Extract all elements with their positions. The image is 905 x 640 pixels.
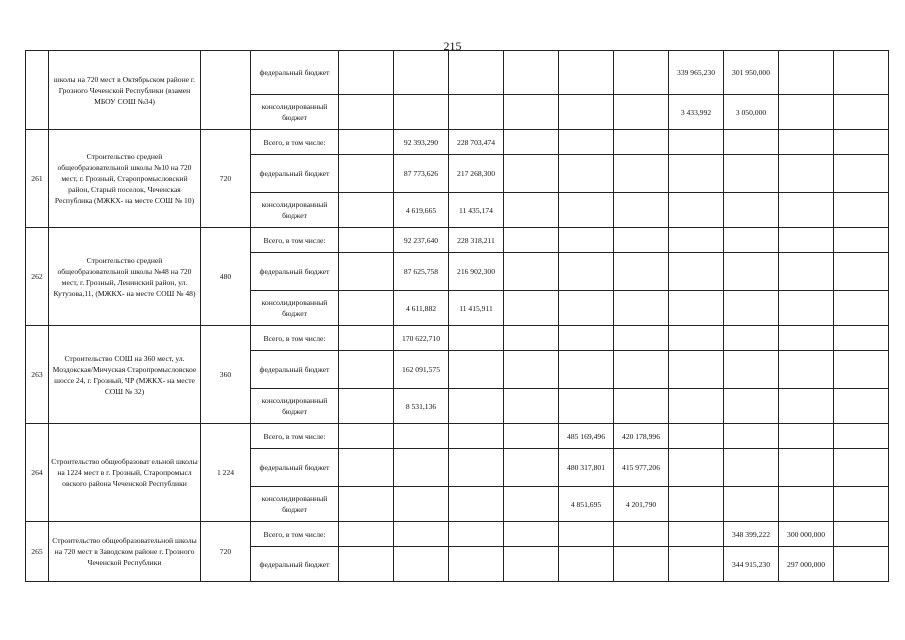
row-number: 262 [26, 228, 49, 326]
amount-cell [724, 193, 779, 228]
amount-cell [449, 547, 504, 582]
amount-cell [559, 522, 614, 547]
amount-cell [559, 193, 614, 228]
amount-cell [669, 228, 724, 253]
funding-source: федеральный бюджет [251, 253, 339, 291]
amount-cell [449, 522, 504, 547]
amount-cell [559, 51, 614, 95]
amount-cell [669, 389, 724, 424]
funding-source: Всего, в том числе: [251, 326, 339, 351]
amount-cell: 4 201,790 [614, 487, 669, 522]
amount-cell [504, 193, 559, 228]
amount-cell [394, 487, 449, 522]
amount-cell [724, 487, 779, 522]
amount-cell [614, 253, 669, 291]
amount-cell [669, 155, 724, 193]
amount-cell [394, 547, 449, 582]
amount-cell: 228 703,474 [449, 130, 504, 155]
amount-cell [779, 487, 834, 522]
amount-cell [504, 326, 559, 351]
amount-cell [504, 424, 559, 449]
amount-cell: 92 393,290 [394, 130, 449, 155]
amount-cell [724, 253, 779, 291]
funding-source: консолидированный бюджет [251, 193, 339, 228]
object-name: Строительство средней общеобразовательной школы №48 на 720 мест, г. Грозный, Ленинский район, ул. Кутузова,11, (МЖКХ- на месте СОШ № 48) [49, 228, 201, 326]
row-number: 263 [26, 326, 49, 424]
amount-cell [339, 130, 394, 155]
amount-cell [779, 291, 834, 326]
funding-source: консолидированный бюджет [251, 389, 339, 424]
amount-cell [614, 351, 669, 389]
row-number: 264 [26, 424, 49, 522]
row-number [26, 51, 49, 130]
amount-cell [669, 449, 724, 487]
amount-cell: 228 318,211 [449, 228, 504, 253]
amount-cell [614, 326, 669, 351]
funding-source: консолидированный бюджет [251, 291, 339, 326]
capacity: 360 [201, 326, 251, 424]
funding-source: консолидированный бюджет [251, 487, 339, 522]
amount-cell: 216 902,300 [449, 253, 504, 291]
amount-cell [504, 291, 559, 326]
amount-cell: 92 237,640 [394, 228, 449, 253]
amount-cell [339, 193, 394, 228]
amount-cell [614, 193, 669, 228]
amount-cell: 300 000,000 [779, 522, 834, 547]
amount-cell [449, 487, 504, 522]
amount-cell: 301 950,000 [724, 51, 779, 95]
amount-cell [339, 291, 394, 326]
amount-cell [669, 522, 724, 547]
amount-cell [669, 547, 724, 582]
object-name: Строительство СОШ на 360 мест, ул. Моздокская/Мичуская Старопромысловское шоссе 24, г. Грозный, ЧР (МЖКХ- на месте СОШ № 32) [49, 326, 201, 424]
amount-cell [834, 547, 889, 582]
funding-source: федеральный бюджет [251, 449, 339, 487]
amount-cell: 217 268,300 [449, 155, 504, 193]
amount-cell [504, 449, 559, 487]
amount-cell [614, 547, 669, 582]
amount-cell [559, 291, 614, 326]
amount-cell [724, 424, 779, 449]
amount-cell [394, 449, 449, 487]
amount-cell [449, 449, 504, 487]
amount-cell [449, 389, 504, 424]
funding-source: федеральный бюджет [251, 51, 339, 95]
amount-cell [724, 389, 779, 424]
amount-cell [559, 389, 614, 424]
amount-cell [834, 487, 889, 522]
amount-cell [339, 51, 394, 95]
capacity: 480 [201, 228, 251, 326]
amount-cell [449, 351, 504, 389]
amount-cell: 348 399,222 [724, 522, 779, 547]
amount-cell [559, 351, 614, 389]
funding-source: Всего, в том числе: [251, 130, 339, 155]
amount-cell: 11 415,911 [449, 291, 504, 326]
object-name: Строительство общеобразоват ельной школы на 1224 мест в г. Грозный, Старопромысл овского района Чеченской Республики [49, 424, 201, 522]
amount-cell [339, 487, 394, 522]
amount-cell [339, 351, 394, 389]
amount-cell [834, 424, 889, 449]
amount-cell [779, 130, 834, 155]
amount-cell: 485 169,496 [559, 424, 614, 449]
amount-cell [669, 424, 724, 449]
amount-cell: 4 851,695 [559, 487, 614, 522]
funding-source: федеральный бюджет [251, 547, 339, 582]
amount-cell [779, 389, 834, 424]
amount-cell [614, 130, 669, 155]
amount-cell [504, 155, 559, 193]
amount-cell [614, 95, 669, 130]
amount-cell [339, 95, 394, 130]
amount-cell [834, 253, 889, 291]
amount-cell [504, 389, 559, 424]
funding-source: федеральный бюджет [251, 351, 339, 389]
amount-cell [724, 326, 779, 351]
amount-cell [614, 291, 669, 326]
amount-cell [614, 228, 669, 253]
amount-cell [339, 228, 394, 253]
amount-cell [339, 389, 394, 424]
capacity [201, 51, 251, 130]
amount-cell [779, 155, 834, 193]
amount-cell [834, 351, 889, 389]
amount-cell [559, 155, 614, 193]
amount-cell [559, 95, 614, 130]
table-row [26, 51, 889, 95]
amount-cell [504, 130, 559, 155]
amount-cell [779, 424, 834, 449]
amount-cell [834, 389, 889, 424]
amount-cell [559, 326, 614, 351]
table-row [26, 522, 889, 547]
table-row [26, 326, 889, 351]
row-number: 265 [26, 522, 49, 582]
funding-source: консолидированный бюджет [251, 95, 339, 130]
amount-cell [779, 228, 834, 253]
amount-cell [339, 547, 394, 582]
amount-cell [394, 522, 449, 547]
amount-cell: 162 091,575 [394, 351, 449, 389]
amount-cell [834, 326, 889, 351]
capacity: 720 [201, 522, 251, 582]
amount-cell [834, 51, 889, 95]
amount-cell [559, 130, 614, 155]
amount-cell [504, 228, 559, 253]
funding-source: Всего, в том числе: [251, 424, 339, 449]
amount-cell [614, 155, 669, 193]
amount-cell [449, 326, 504, 351]
amount-cell [559, 547, 614, 582]
funding-source: федеральный бюджет [251, 155, 339, 193]
amount-cell [504, 51, 559, 95]
amount-cell [724, 155, 779, 193]
amount-cell: 415 977,206 [614, 449, 669, 487]
amount-cell [449, 424, 504, 449]
amount-cell [779, 449, 834, 487]
amount-cell: 297 000,000 [779, 547, 834, 582]
amount-cell [834, 522, 889, 547]
funding-source: Всего, в том числе: [251, 522, 339, 547]
amount-cell [559, 253, 614, 291]
amount-cell: 420 178,996 [614, 424, 669, 449]
amount-cell: 87 625,758 [394, 253, 449, 291]
page-number: 215 [443, 39, 462, 53]
amount-cell [669, 130, 724, 155]
amount-cell [339, 326, 394, 351]
amount-cell [779, 193, 834, 228]
amount-cell [559, 228, 614, 253]
amount-cell [669, 291, 724, 326]
object-name: школы на 720 мест в Октябрьском районе г. Грозного Чеченской Республики (взамен МБОУ СОШ №34) [49, 51, 201, 130]
amount-cell [834, 228, 889, 253]
amount-cell [504, 522, 559, 547]
amount-cell [724, 291, 779, 326]
table-row [26, 130, 889, 155]
amount-cell [449, 95, 504, 130]
amount-cell [504, 487, 559, 522]
amount-cell: 3 050,000 [724, 95, 779, 130]
amount-cell: 480 317,801 [559, 449, 614, 487]
table-row [26, 228, 889, 253]
amount-cell [724, 351, 779, 389]
object-name: Строительство средней общеобразовательной школы №10 на 720 мест, г. Грозный, Старопромысловский район, Старый поселок, Чеченская Республика (МЖКХ- на месте СОШ № 10) [49, 130, 201, 228]
amount-cell: 170 622,710 [394, 326, 449, 351]
amount-cell: 8 531,136 [394, 389, 449, 424]
amount-cell [504, 253, 559, 291]
amount-cell [724, 449, 779, 487]
amount-cell: 344 915,230 [724, 547, 779, 582]
amount-cell [339, 424, 394, 449]
amount-cell [339, 253, 394, 291]
amount-cell [834, 130, 889, 155]
amount-cell [834, 155, 889, 193]
amount-cell: 339 965,230 [669, 51, 724, 95]
amount-cell [669, 487, 724, 522]
amount-cell: 3 433,992 [669, 95, 724, 130]
amount-cell: 87 773,626 [394, 155, 449, 193]
amount-cell [614, 522, 669, 547]
amount-cell [724, 228, 779, 253]
amount-cell [394, 51, 449, 95]
amount-cell [834, 291, 889, 326]
amount-cell [834, 449, 889, 487]
amount-cell [504, 351, 559, 389]
amount-cell [724, 130, 779, 155]
amount-cell [779, 326, 834, 351]
amount-cell [339, 449, 394, 487]
amount-cell [834, 193, 889, 228]
amount-cell [339, 522, 394, 547]
amount-cell: 4 611,882 [394, 291, 449, 326]
amount-cell [669, 351, 724, 389]
object-name: Строительство общеобразовательной школы на 720 мест в Заводском районе г. Грозного Чеченской Республики [49, 522, 201, 582]
amount-cell [669, 193, 724, 228]
amount-cell: 4 619,665 [394, 193, 449, 228]
amount-cell [614, 51, 669, 95]
capacity: 720 [201, 130, 251, 228]
amount-cell [779, 253, 834, 291]
amount-cell [834, 95, 889, 130]
amount-cell [449, 51, 504, 95]
row-number: 261 [26, 130, 49, 228]
amount-cell [779, 51, 834, 95]
capacity: 1 224 [201, 424, 251, 522]
budget-table [25, 50, 889, 582]
amount-cell [669, 253, 724, 291]
amount-cell [339, 155, 394, 193]
amount-cell [614, 389, 669, 424]
amount-cell [669, 326, 724, 351]
amount-cell: 11 435,174 [449, 193, 504, 228]
amount-cell [394, 95, 449, 130]
table-row [26, 424, 889, 449]
amount-cell [779, 351, 834, 389]
amount-cell [394, 424, 449, 449]
amount-cell [504, 95, 559, 130]
amount-cell [504, 547, 559, 582]
amount-cell [779, 95, 834, 130]
funding-source: Всего, в том числе: [251, 228, 339, 253]
